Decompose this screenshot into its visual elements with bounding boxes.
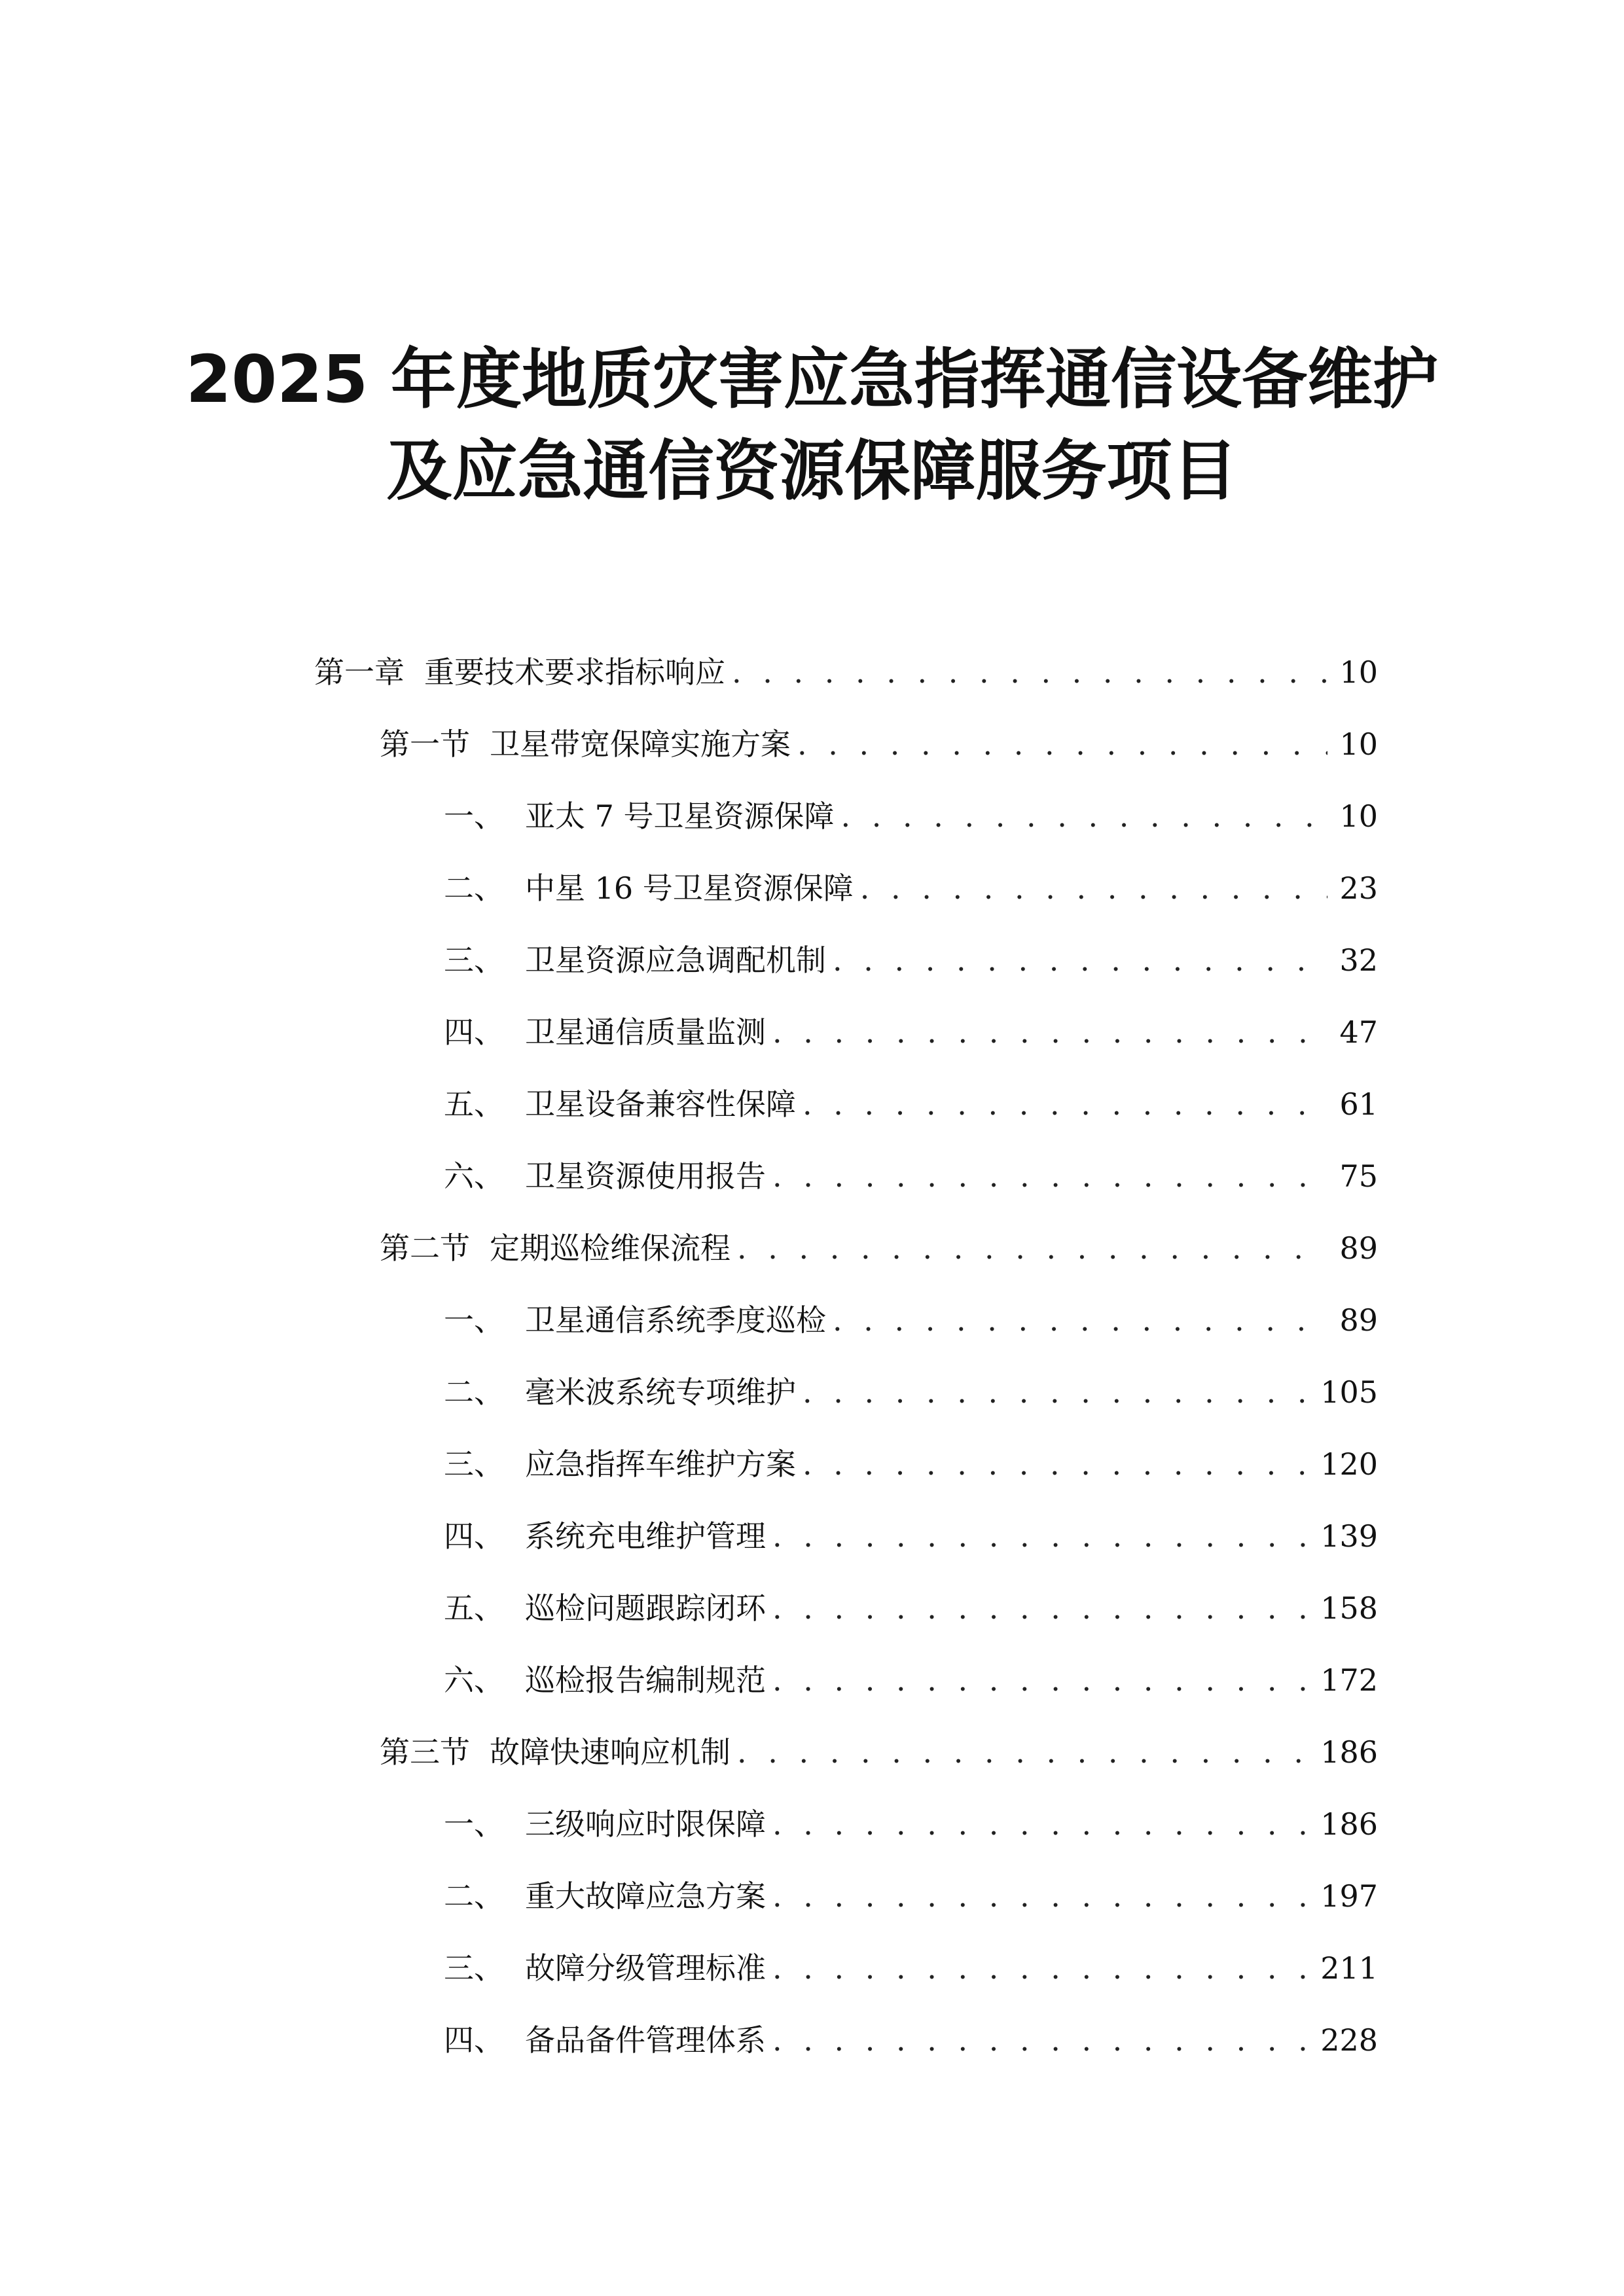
toc-entry-number: 一、 xyxy=(444,1302,504,1338)
toc-dot-leader xyxy=(772,1500,1308,1572)
toc-entry-page-number: 10 xyxy=(1339,798,1378,834)
toc-entry-label: 卫星通信质量监测 xyxy=(525,1014,766,1050)
toc-entry-page-number: 186 xyxy=(1320,1806,1378,1842)
toc-entry[interactable] xyxy=(380,708,1378,780)
toc-entry[interactable] xyxy=(444,1068,1378,1140)
toc-entry-label: 亚太 7 号卫星资源保障 xyxy=(525,798,835,834)
toc-entry-page-number: 75 xyxy=(1339,1158,1378,1194)
toc-entry[interactable] xyxy=(444,780,1378,852)
toc-entry-number: 二、 xyxy=(444,1878,504,1914)
toc-entry[interactable] xyxy=(444,1572,1378,1644)
title-line-2: 及应急通信资源保障服务项目 xyxy=(386,433,1238,509)
toc-entry-label: 系统充电维护管理 xyxy=(525,1518,766,1554)
toc-dot-leader xyxy=(772,1860,1308,1932)
toc-dot-leader xyxy=(772,1788,1308,1860)
toc-entry[interactable] xyxy=(444,1932,1378,2004)
toc-entry-label: 故障分级管理标准 xyxy=(525,1950,766,1986)
toc-entry-number: 二、 xyxy=(444,1374,504,1410)
toc-dot-leader xyxy=(772,1932,1308,2004)
toc-entry-label: 卫星通信系统季度巡检 xyxy=(525,1302,826,1338)
toc-entry-label: 应急指挥车维护方案 xyxy=(525,1446,796,1482)
toc-entry[interactable] xyxy=(444,1428,1378,1500)
toc-entry[interactable] xyxy=(444,1140,1378,1212)
toc-entry[interactable] xyxy=(380,1716,1378,1788)
toc-dot-leader xyxy=(772,1572,1308,1644)
toc-dot-leader xyxy=(732,636,1327,708)
toc-dot-leader xyxy=(737,1212,1327,1284)
toc-entry-label: 备品备件管理体系 xyxy=(525,2022,766,2058)
toc-dot-leader xyxy=(803,1068,1327,1140)
toc-entry-page-number: 105 xyxy=(1320,1374,1378,1410)
toc-entry-label: 卫星设备兼容性保障 xyxy=(525,1086,796,1122)
toc-entry-number: 六、 xyxy=(444,1158,504,1194)
toc-entry[interactable] xyxy=(444,852,1378,924)
toc-entry-number: 三、 xyxy=(444,942,504,978)
toc-entry-page-number: 47 xyxy=(1339,1014,1378,1050)
toc-entry-label: 重要技术要求指标响应 xyxy=(424,655,725,690)
toc-entry-page-number: 139 xyxy=(1320,1518,1378,1554)
toc-entry-page-number: 89 xyxy=(1339,1302,1378,1338)
toc-entry[interactable] xyxy=(444,1788,1378,1860)
toc-entry-label: 卫星带宽保障实施方案 xyxy=(490,726,791,762)
toc-entry[interactable] xyxy=(444,996,1378,1068)
toc-entry-label: 重大故障应急方案 xyxy=(525,1878,766,1914)
toc-dot-leader xyxy=(772,996,1327,1068)
toc-dot-leader xyxy=(841,780,1328,852)
toc-entry-label: 巡检报告编制规范 xyxy=(525,1662,766,1698)
toc-entry[interactable] xyxy=(444,1500,1378,1572)
toc-dot-leader xyxy=(833,924,1327,996)
toc-dot-leader xyxy=(772,2004,1308,2076)
toc-entry[interactable] xyxy=(314,636,1378,708)
toc-entry-label: 定期巡检维保流程 xyxy=(490,1230,731,1266)
toc-entry-number: 四、 xyxy=(444,1518,504,1554)
toc-entry[interactable] xyxy=(444,2004,1378,2076)
toc-entry[interactable] xyxy=(444,1284,1378,1356)
toc-entry-label: 中星 16 号卫星资源保障 xyxy=(525,870,854,906)
toc-entry-page-number: 211 xyxy=(1320,1950,1378,1986)
toc-dot-leader xyxy=(803,1356,1308,1428)
toc-entry-label: 三级响应时限保障 xyxy=(525,1806,766,1842)
toc-entry[interactable] xyxy=(444,1644,1378,1716)
toc-entry-page-number: 89 xyxy=(1339,1230,1378,1266)
toc-entry-number: 三、 xyxy=(444,1446,504,1482)
toc-entry-number: 三、 xyxy=(444,1950,504,1986)
toc-entry-label: 卫星资源应急调配机制 xyxy=(525,942,826,978)
toc-entry-page-number: 10 xyxy=(1339,726,1378,762)
toc-entry-page-number: 120 xyxy=(1320,1446,1378,1482)
toc-entry-number: 五、 xyxy=(444,1086,504,1122)
title-line-1: 2025 年度地质灾害应急指挥通信设备维护 xyxy=(185,341,1439,418)
toc-dot-leader xyxy=(772,1644,1308,1716)
toc-entry[interactable] xyxy=(444,1356,1378,1428)
toc-dot-leader xyxy=(772,1140,1327,1212)
toc-dot-leader xyxy=(833,1284,1327,1356)
toc-entry-page-number: 158 xyxy=(1320,1590,1378,1626)
toc-entry-number: 五、 xyxy=(444,1590,504,1626)
toc-entry-number: 第一节 xyxy=(380,726,470,762)
toc-dot-leader xyxy=(803,1428,1308,1500)
toc-entry[interactable] xyxy=(380,1212,1378,1284)
toc-entry-number: 二、 xyxy=(444,870,504,906)
toc-entry-page-number: 32 xyxy=(1339,942,1378,978)
toc-entry-label: 巡检问题跟踪闭环 xyxy=(525,1590,766,1626)
document-title xyxy=(0,334,1624,517)
toc-entry-page-number: 186 xyxy=(1320,1734,1378,1770)
toc-entry-number: 一、 xyxy=(444,798,504,834)
toc-entry[interactable] xyxy=(444,924,1378,996)
toc-dot-leader xyxy=(860,852,1328,924)
toc-entry-page-number: 228 xyxy=(1320,2022,1378,2058)
toc-entry-number: 四、 xyxy=(444,2022,504,2058)
toc-entry-label: 毫米波系统专项维护 xyxy=(525,1374,796,1410)
toc-entry-page-number: 10 xyxy=(1339,655,1378,690)
toc-entry-number: 六、 xyxy=(444,1662,504,1698)
toc-dot-leader xyxy=(797,708,1327,780)
toc-entry-label: 卫星资源使用报告 xyxy=(525,1158,766,1194)
toc-entry-page-number: 172 xyxy=(1320,1662,1378,1698)
toc-entry-number: 四、 xyxy=(444,1014,504,1050)
toc-entry-number: 第一章 xyxy=(314,655,405,690)
toc-entry[interactable] xyxy=(444,1860,1378,1932)
toc-dot-leader xyxy=(737,1716,1308,1788)
toc-entry-number: 第二节 xyxy=(380,1230,470,1266)
toc-entry-page-number: 23 xyxy=(1339,870,1378,906)
toc-entry-page-number: 197 xyxy=(1320,1878,1378,1914)
toc-entry-number: 第三节 xyxy=(380,1734,470,1770)
toc-entry-page-number: 61 xyxy=(1339,1086,1378,1122)
toc-entry-number: 一、 xyxy=(444,1806,504,1842)
toc-entry-label: 故障快速响应机制 xyxy=(490,1734,731,1770)
